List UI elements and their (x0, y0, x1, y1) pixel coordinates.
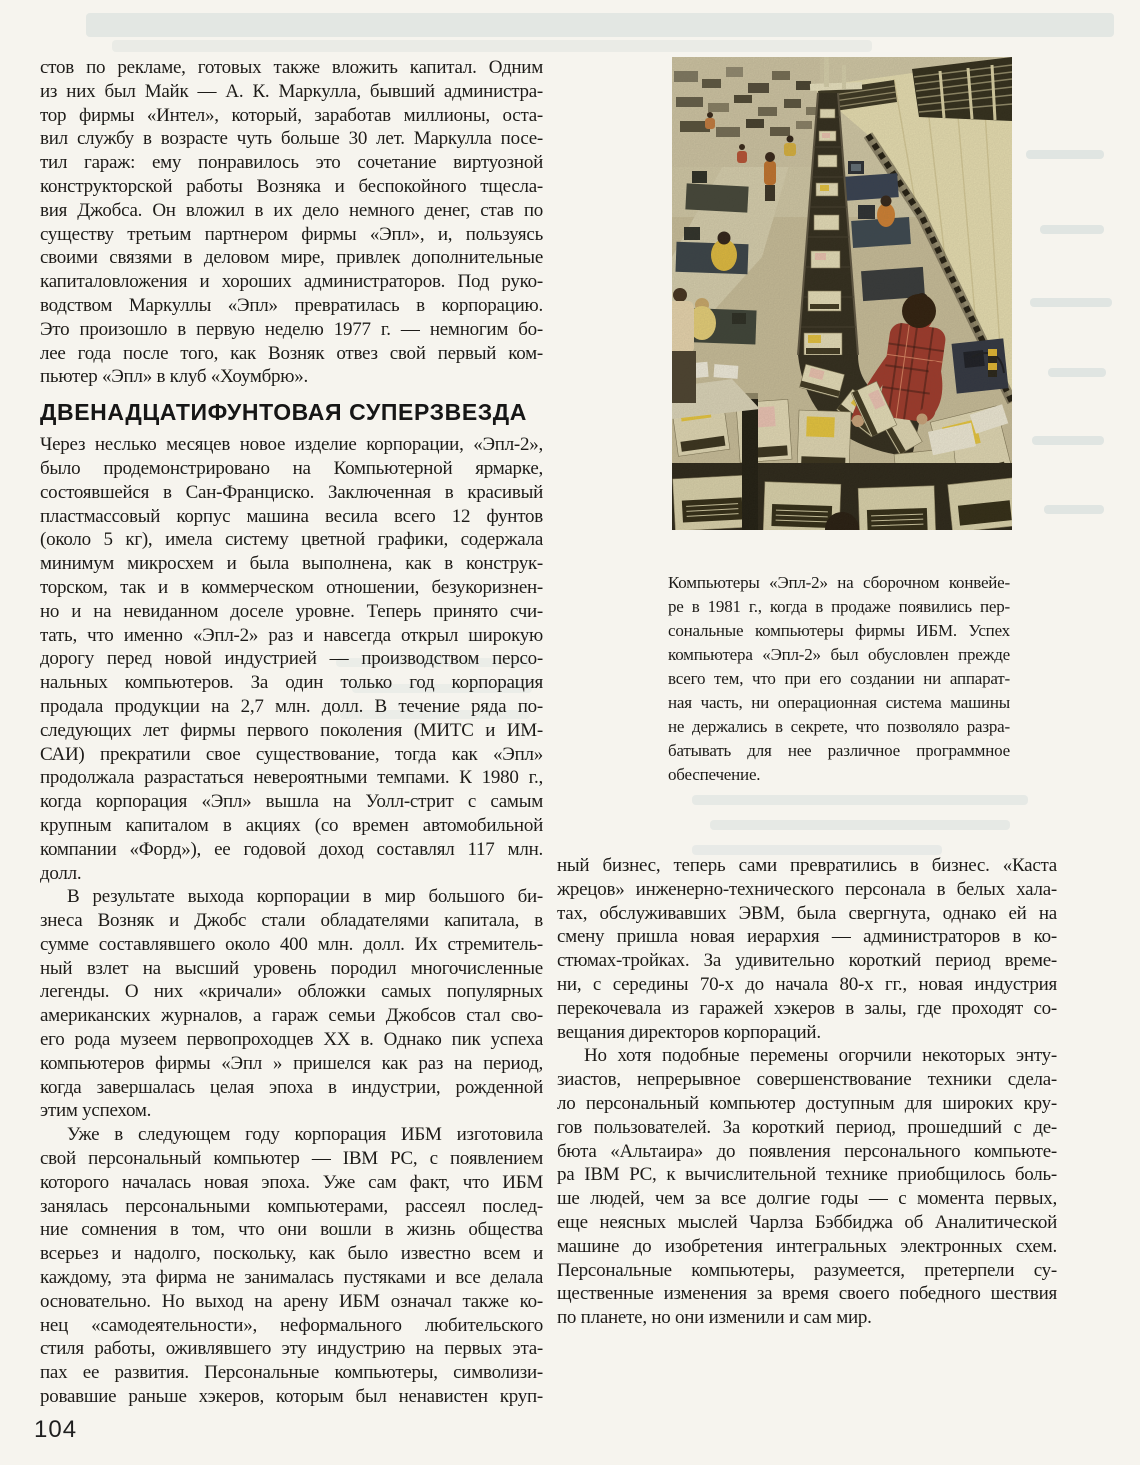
text-line: компании «Форд»), ее годовой доход составлял 117 млн. (40, 838, 543, 860)
text-line: ние сомнения в том, что они вошли в жизнь общества (40, 1219, 543, 1241)
text-line: вил службу в возрасте чуть больше 30 лет. Маркулла посе- (40, 128, 543, 150)
text-line: по планете, но они изменили и сам мир. (557, 1307, 872, 1329)
text-line: следующих лет фирмы первого поколения (МИТС и ИМ- (40, 719, 543, 741)
text-line: стюмах-тройках. За удивительно короткий период време- (557, 950, 1057, 972)
text-line: сумме составлявшего около 400 млн. долл. Их стремитель- (40, 933, 543, 955)
text-line: жрецов» инженерно-технического персонала в белых хала- (557, 878, 1057, 900)
text-line: ре в 1981 г., когда в продаже появились пер- (668, 597, 1010, 616)
scan-show-through (1044, 505, 1104, 514)
text-line: водством Маркуллы «Эпл» превратилась в корпорацию. (40, 294, 543, 316)
text-line: смену пришла новая иерархия — администраторов в ко- (557, 926, 1057, 948)
text-line: когда корпорация «Эпл» вышла на Уолл-стрит с самым (40, 791, 543, 813)
text-line: минимум микросхем и была выполнена, как в конструк- (40, 553, 543, 575)
text-line: его рода музеем первопроходцев XX в. Однако пик успеха (40, 1029, 543, 1051)
text-line: компьютера «Эпл-2» был обусловлен прежде (668, 645, 1010, 664)
text-line: ло персональный компьютер доступным для широких кру- (557, 1092, 1057, 1114)
text-line: ра IBM PC, к вычислительной технике приобщилось боль- (557, 1164, 1057, 1186)
text-line: каждому, эта фирма не занималась пустяками и все делала (40, 1267, 543, 1289)
scan-show-through (1030, 298, 1112, 307)
paragraph-new-hierarchy (557, 854, 1057, 1330)
text-line: торском, так и в коммерческом отношении, безукоризнен- (40, 576, 543, 598)
scan-show-through (1032, 436, 1104, 445)
scan-show-through (1040, 225, 1104, 234)
text-line: ровавшие раньше хэкеров, которым был ненавистен круп- (40, 1386, 543, 1408)
photo-caption (668, 571, 1010, 787)
text-line: В результате выхода корпорации в мир большого би- (67, 886, 543, 908)
text-line: САИ) прекратили свое существование, тогда как «Эпл» (40, 743, 543, 765)
section-heading: ДВЕНАДЦАТИФУНТОВАЯ СУПЕРЗВЕЗДА (40, 399, 527, 426)
paragraph-apple2-debut (40, 433, 543, 885)
text-line: щественные изменения за время своего победного шествия (557, 1283, 1057, 1305)
text-line: знеса Возняк и Джобс стали обладателями капитала, в (40, 910, 543, 932)
text-line: лее года после того, как Возняк отвез свой первый ком- (40, 342, 543, 364)
text-line: ше людей, чем за все долгие годы — с момента первых, (557, 1188, 1057, 1210)
text-line: своими связями в деловом мире, привлек дополнительные (40, 247, 543, 269)
text-line: конструкторской работы Возняка и беспокойного тщесла- (40, 175, 543, 197)
paragraph-wealth-legends (40, 885, 543, 1123)
text-line: стов по рекламе, готовых также вложить капитал. Одним (40, 57, 543, 78)
text-line: сональные компьютеры фирмы ИБМ. Успех (668, 621, 1010, 640)
text-line: Это произошло в первую неделю 1977 г. — немногим бо- (40, 318, 543, 340)
page-number: 104 (34, 1416, 78, 1443)
left-column (40, 56, 543, 1409)
text-line: Уже в следующем году корпорация ИБМ изготовила (67, 1124, 543, 1146)
text-line: перекочевала из гаражей хэкеров в залы, где проходят со- (557, 997, 1057, 1019)
text-line: вия Джобса. Он вложил в их дело немного денег, став по (40, 199, 543, 221)
text-line: тор фирмы «Интел», который, заработав миллионы, оста- (40, 104, 543, 126)
text-line: этим успехом. (40, 1100, 152, 1122)
text-line: тах, обслуживавших ЭВМ, была свергнута, однако ей на (557, 902, 1057, 924)
text-line: долл. (40, 862, 82, 884)
text-line: нец «самодеятельности», неформального любительского (40, 1314, 543, 1336)
text-line: бюта «Альтаира» до появления персонального компьюте- (557, 1140, 1057, 1162)
text-line: гов пользователей. За короткий период, прошедший с де- (557, 1116, 1057, 1138)
photo-apple2-assembly-line (672, 57, 1012, 530)
text-line: которого началась новая эпоха. Уже сам факт, что ИБМ (40, 1171, 543, 1193)
text-line: Компьютеры «Эпл-2» на сборочном конвейе- (668, 573, 1010, 592)
text-line: батывать для нее различное программное (668, 741, 1010, 760)
text-line: не держались в секрете, что позволяло разра- (668, 717, 1010, 736)
text-line: из них был Майк — А. К. Маркулла, бывший администра- (40, 80, 543, 102)
text-line: дорогу перед новой индустрией — производством персо- (40, 648, 543, 670)
text-line: капиталовложения и хороших администраторов. Под руко- (40, 271, 543, 293)
scan-show-through (1026, 150, 1104, 159)
text-line: существу третьим партнером фирмы «Эпл», и, пользуясь (40, 223, 543, 245)
paragraph-ibm-pc (40, 1123, 543, 1409)
text-line: Через неслько месяцев новое изделие корпорации, «Эпл-2», (40, 434, 543, 456)
text-line: (около 5 кг), имела систему цветной графики, содержала (40, 529, 543, 551)
text-line: свой персональный компьютер — IBM PC, с появлением (40, 1148, 543, 1170)
text-line: продолжала разрастаться невероятными темпами. К 1980 г., (40, 767, 543, 789)
text-line: легенды. О них «кричали» обложки самых популярных (40, 981, 543, 1003)
scan-show-through (1048, 368, 1106, 377)
assembly-line-illustration (672, 57, 1012, 530)
scan-show-through (86, 13, 1114, 37)
text-line: всего тем, что при его создании ни аппарат- (668, 669, 1010, 688)
text-line: ни, с середины 70-х до начала 80-х гг., новая индустрия (557, 973, 1057, 995)
text-line: но и на невиданном доселе уровне. Теперь принято счи- (40, 600, 543, 622)
text-line: ная часть, ни операционная система машины (668, 693, 1010, 712)
scan-show-through (692, 795, 1028, 805)
text-line: нальных компьютеров. За один только год корпорация (40, 672, 543, 694)
text-line: всерьез и надолго, поскольку, как было известно всем и (40, 1243, 543, 1265)
text-line: тать, что именно «Эпл-2» раз и навсегда открыл широкую (40, 624, 543, 646)
text-line: американских журналов, а гараж семьи Джобсов стал сво- (40, 1005, 543, 1027)
text-line: зиастов, непрерывное совершенствование техники сдела- (557, 1069, 1057, 1091)
text-line: ный бизнес, теперь сами превратились в бизнес. «Каста (557, 855, 1057, 876)
text-line: занялась персональными компьютерами, рассеял послед- (40, 1195, 543, 1217)
scan-show-through (112, 40, 872, 52)
text-line: Но хотя подобные перемены огорчили некоторых энту- (584, 1045, 1057, 1067)
text-line: основательно. Но выход на арену ИБМ означал также ко- (40, 1290, 543, 1312)
paragraph-markkula (40, 56, 543, 389)
text-line: стиля работы, оживлявшего эту индустрию на первых эта- (40, 1338, 543, 1360)
text-line: пьютер «Эпл» в клуб «Хоумбрю». (40, 366, 308, 388)
text-line: ный взлет на высший уровень породил многочисленные (40, 957, 543, 979)
text-line: когда завершалась целая эпоха в индустрии, рожденной (40, 1076, 543, 1098)
text-line: еще неясных мыслей Чарлза Бэббиджа об Аналитической (557, 1211, 1057, 1233)
text-line: крупным капиталом в акциях (со времен автомобильной (40, 814, 543, 836)
text-line: тил гараж: ему понравилось это сочетание виртуозной (40, 152, 543, 174)
text-line: продала продукции на 2,7 млн. долл. В течение ряда по- (40, 695, 543, 717)
right-column (557, 854, 1057, 1330)
text-line: компьютеров фирмы «Эпл » пришелся как раз на период, (40, 1052, 543, 1074)
text-line: машине до изобретения интегральных электронных схем. (557, 1235, 1057, 1257)
text-line: вещания директоров корпораций. (557, 1021, 821, 1043)
text-line: пластмассовый корпус машина весила всего 12 фунтов (40, 505, 543, 527)
text-line: Персональные компьютеры, разумеется, претерпели су- (557, 1259, 1057, 1281)
text-line: было продемонстрировано на Компьютерной ярмарке, (40, 457, 543, 479)
text-line: пах ее развития. Персональные компьютеры, символизи- (40, 1362, 543, 1384)
text-line: состоявшейся в Сан-Франциско. Заключенная в красивый (40, 481, 543, 503)
text-line: обеспечение. (668, 765, 761, 784)
scan-show-through (710, 820, 1010, 830)
